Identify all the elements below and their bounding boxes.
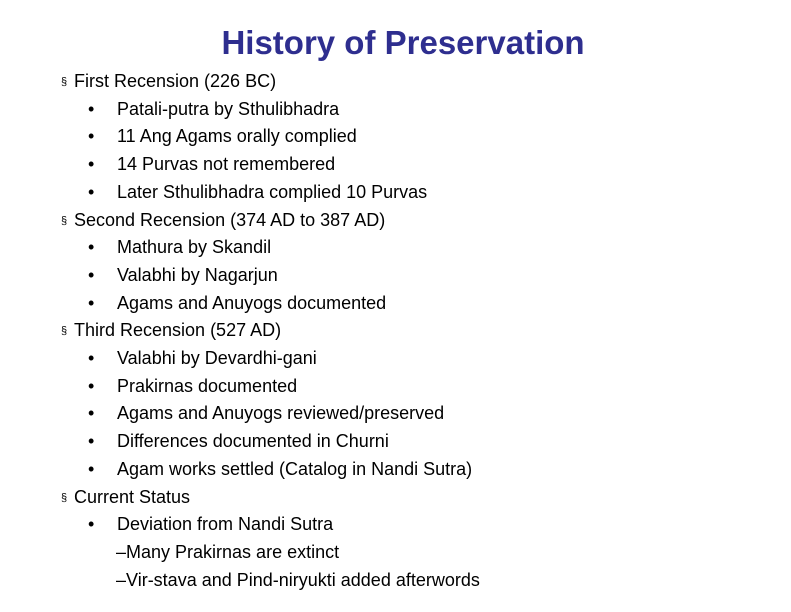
outline-item-level-2 [88,292,386,314]
outline-item-text: Differences documented in Churni [117,431,389,452]
bullet: • [88,375,95,396]
outline-item-level-2 [88,347,317,369]
outline-item-text: Patali-putra by Sthulibhadra [117,98,340,119]
section-bullet: § [61,214,68,227]
outline-item-level-2 [88,153,335,175]
section-bullet: § [61,76,68,88]
outline-item-level-2 [88,375,297,397]
outline-item-level-2 [88,236,271,258]
outline-item-level-3 [116,541,339,563]
outline-item-text: Mathura by Skandil [117,237,272,258]
outline-item-level-2 [88,125,357,147]
outline-item-level-1 [61,209,385,232]
outline-item-text: Second Recension (374 AD to 387 AD) [74,209,386,230]
outline-item-text: Current Status [74,486,191,507]
outline-item-text: Later Sthulibhadra complied 10 Purvas [117,181,428,202]
outline-item-level-2 [88,181,427,203]
bullet: • [88,264,95,285]
outline-item-text: Valabhi by Nagarjun [117,264,278,285]
outline-item-level-3 [116,569,480,591]
bullet: • [88,348,95,368]
outline-item-text: Agams and Anuyogs reviewed/preserved [117,403,445,424]
section-bullet: § [61,325,68,338]
outline-item-text: 14 Purvas not remembered [117,154,336,175]
outline-item-text: First Recension (226 BC) [74,71,277,91]
bullet: • [88,292,95,313]
outline-item-level-2 [88,458,472,480]
outline-item-level-2 [88,264,278,286]
bullet: • [88,514,95,535]
outline-item-level-2 [88,430,389,452]
bullet: • [88,181,95,202]
outline-item-text: Many Prakirnas are extinct [126,541,340,562]
bullet: • [88,154,95,175]
outline-item-text: Vir-stava and Pind-niryukti added afterwords [126,569,480,590]
section-bullet: § [61,491,68,504]
outline-item-level-2 [88,513,333,535]
bullet: • [88,403,95,424]
slide-title: History of Preservation [221,24,585,61]
outline-item-level-2 [88,98,339,120]
bullet: • [88,126,95,147]
outline-item-text: Third Recension (527 AD) [74,320,282,341]
outline-item-text: Deviation from Nandi Sutra [117,514,334,535]
outline-item-level-1 [61,319,281,342]
bullet: • [88,458,95,479]
outline-item-text: Agam works settled (Catalog in Nandi Sutra) [117,458,473,479]
outline-item-text: Agams and Anuyogs documented [117,292,387,313]
outline-item-level-2 [88,402,444,424]
dash-bullet: – [116,541,127,562]
bullet: • [88,431,95,452]
outline-item-text: 11 Ang Agams orally complied [117,126,357,147]
outline-item-text: Prakirnas documented [117,375,298,396]
outline-item-level-1 [61,70,276,93]
outline-item-level-1 [61,486,190,509]
bullet: • [88,98,95,119]
dash-bullet: – [116,569,127,590]
bullet: • [88,237,95,258]
outline-item-text: Valabhi by Devardhi-gani [117,348,317,368]
